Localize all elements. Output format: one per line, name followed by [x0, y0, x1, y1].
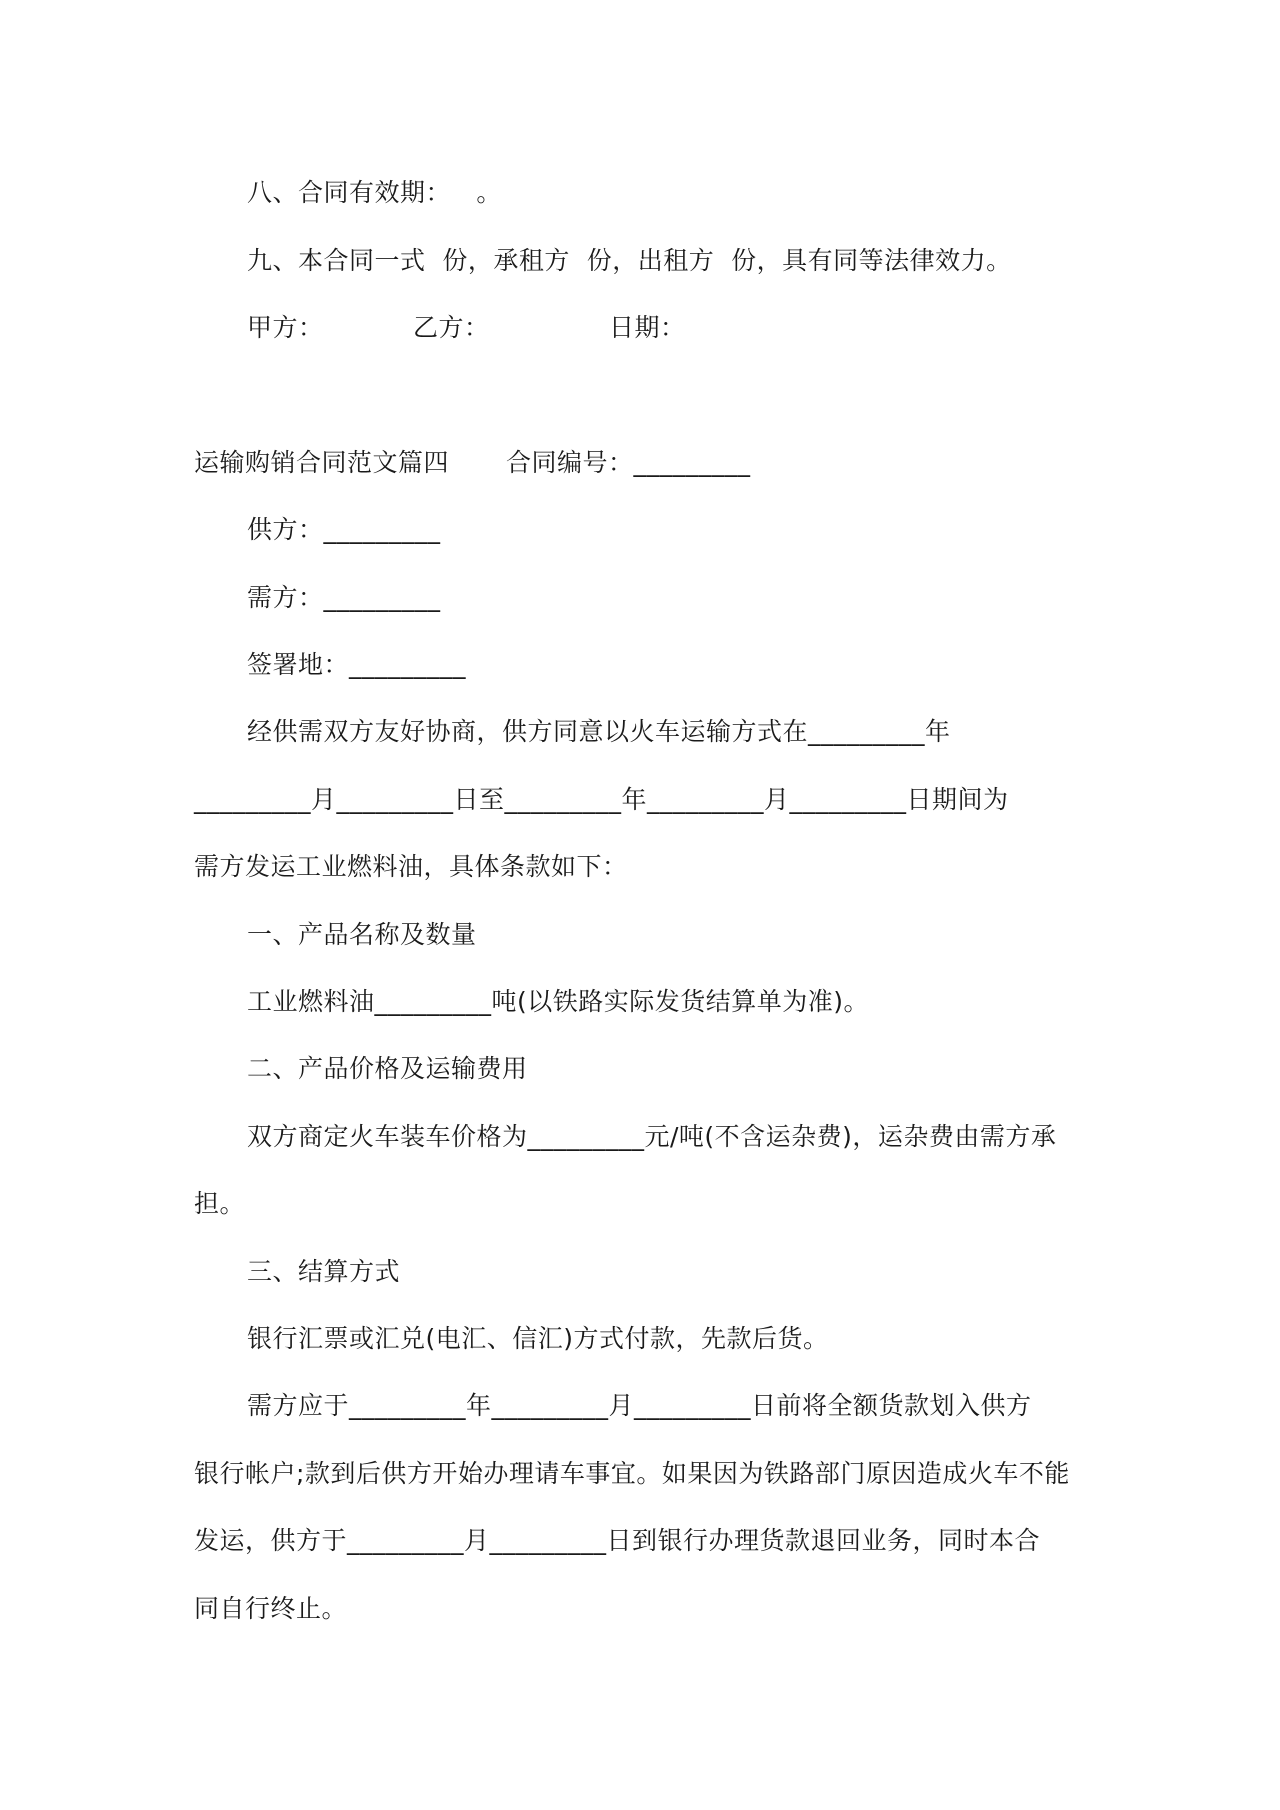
supplier-line: 供方：_________ — [247, 515, 441, 544]
party-b-label: 乙方： — [413, 313, 490, 342]
signature-row — [247, 311, 1047, 345]
section-2-heading: 二、产品价格及运输费用 — [247, 1054, 528, 1083]
section-3-paragraph-line-1: 需方应于_________年_________月_________日前将全额货款划入供方 — [247, 1391, 1032, 1420]
section-3-body: 银行汇票或汇兑(电汇、信汇)方式付款，先款后货。 — [247, 1324, 829, 1353]
section-2-body-line-1: 双方商定火车装车价格为_________元/吨(不含运杂费)，运杂费由需方承 — [247, 1122, 1057, 1151]
buyer-line: 需方：_________ — [247, 583, 441, 612]
contract-number: 合同编号：_________ — [506, 448, 751, 477]
section-1-body: 工业燃料油_________吨(以铁路实际发货结算单为准)。 — [247, 987, 870, 1016]
section-title: 运输购销合同范文篇四 — [194, 448, 450, 477]
date-label: 日期： — [609, 313, 686, 342]
section-2-body-line-2: 担。 — [194, 1189, 246, 1218]
section-3-paragraph-line-3: 发运，供方于_________月_________日到银行办理货款退回业务，同时本合 — [194, 1526, 1041, 1555]
party-a-label: 甲方： — [247, 313, 324, 342]
clause-8: 八、合同有效期： 。 — [247, 178, 502, 207]
intro-paragraph-line-2: _________月_________日至_________年_________月_________日期间为 — [194, 785, 1009, 814]
section-1-heading: 一、产品名称及数量 — [247, 920, 477, 949]
intro-paragraph-line-3: 需方发运工业燃料油，具体条款如下： — [194, 852, 628, 881]
sign-place-line: 签署地：_________ — [247, 650, 467, 679]
clause-9: 九、本合同一式 份，承租方 份，出租方 份，具有同等法律效力。 — [247, 246, 1012, 275]
section-3-heading: 三、结算方式 — [247, 1257, 401, 1286]
section-3-paragraph-line-2: 银行帐户;款到后供方开始办理请车事宜。如果因为铁路部门原因造成火车不能 — [194, 1459, 1070, 1488]
section-3-paragraph-line-4: 同自行终止。 — [194, 1594, 348, 1623]
intro-paragraph-line-1: 经供需双方友好协商，供方同意以火车运输方式在_________年 — [247, 717, 951, 746]
section-title-row — [194, 446, 1094, 480]
